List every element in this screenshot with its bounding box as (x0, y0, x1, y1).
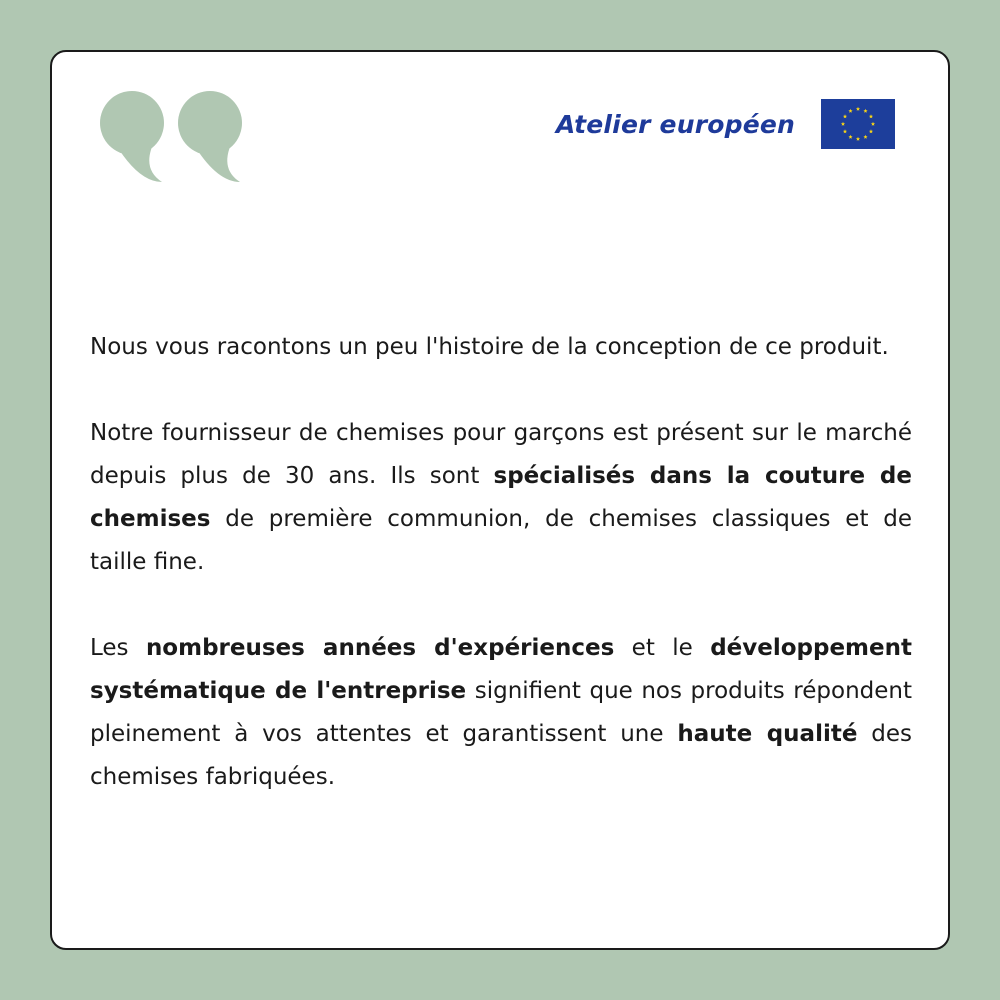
content-card (50, 50, 950, 950)
highlight-quality: haute qualité (677, 721, 858, 747)
quote-icon (100, 90, 248, 186)
description-text (90, 326, 912, 842)
eu-flag-icon (821, 99, 895, 149)
highlight-specialty: spécialisés dans la couture de chemises (90, 463, 912, 532)
paragraph-supplier: Notre fournisseur de chemises pour garçons est présent sur le marché depuis plus de 30 ans. Ils sont spécialisés dans la couture de chemises de première communion, de chemises classiques et de taille fine. (90, 420, 912, 575)
paragraph-intro: Nous vous racontons un peu l'histoire de la conception de ce produit. (90, 334, 889, 360)
brand-name: Atelier européen (555, 110, 795, 139)
highlight-experience: nombreuses années d'expériences (145, 635, 615, 661)
paragraph-quality: Les nombreuses années d'expériences et le développement systématique de l'entreprise signifient que nos produits répondent pleinement à vos attentes et garantissent une haute qualité des chemises fabriquées. (90, 635, 913, 790)
highlight-development: développement systématique de l'entreprise (90, 635, 912, 704)
